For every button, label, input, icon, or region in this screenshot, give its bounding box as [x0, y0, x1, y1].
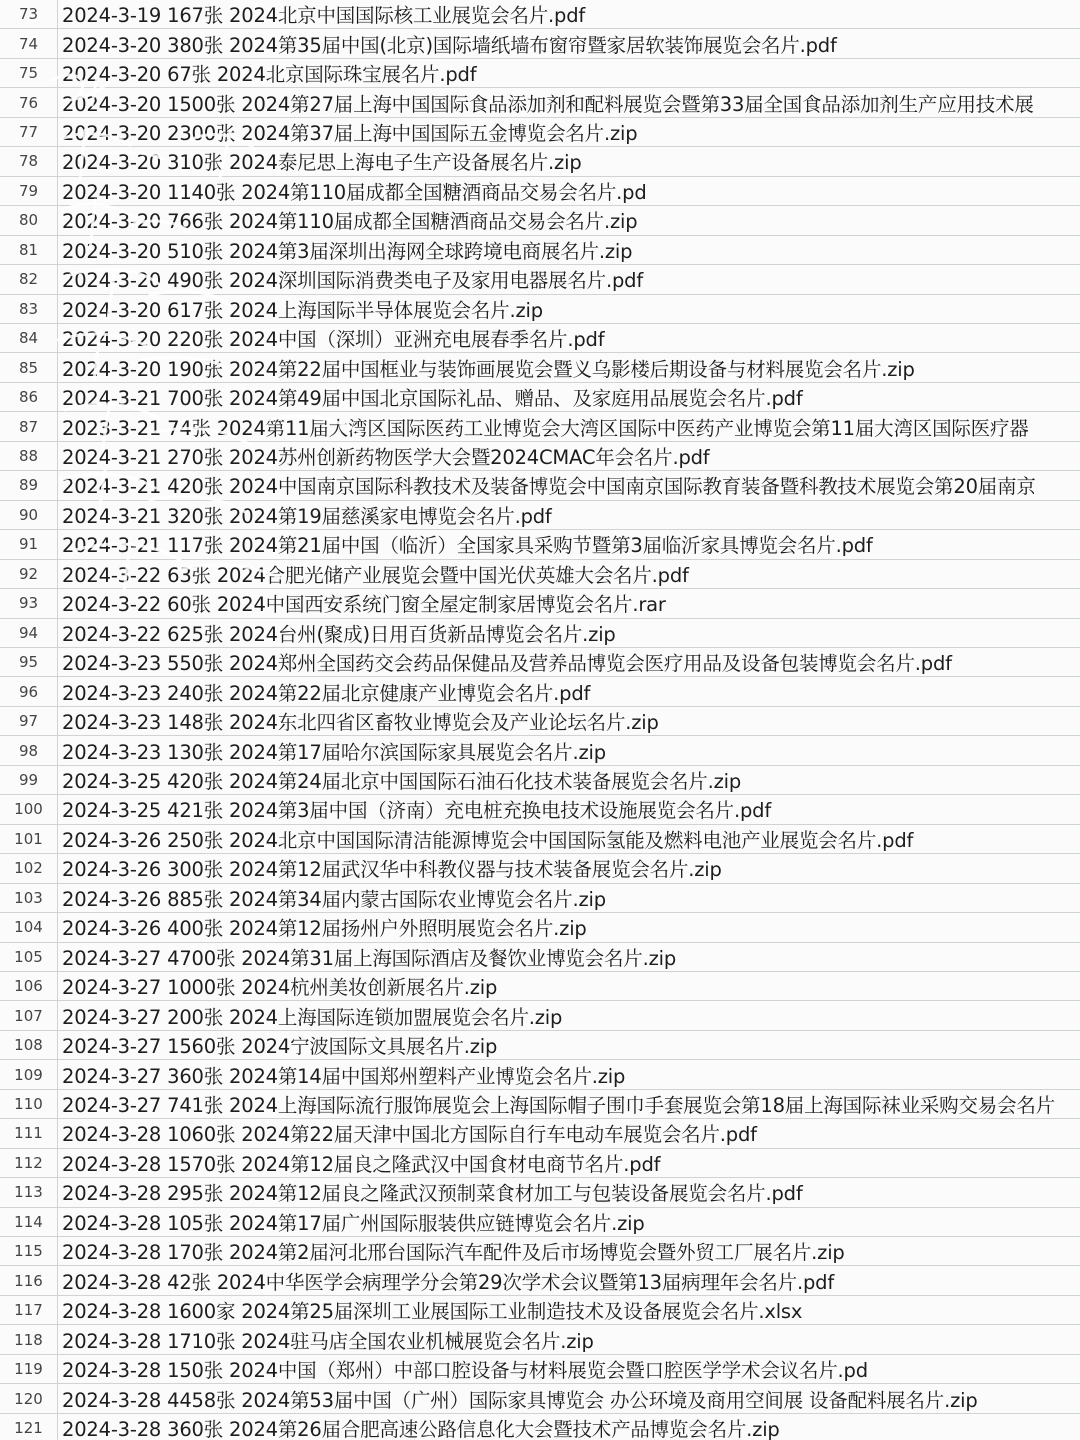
- table-row[interactable]: [0, 795, 1080, 824]
- row-number[interactable]: 95: [0, 648, 58, 676]
- row-number[interactable]: 78: [0, 147, 58, 175]
- cell-a[interactable]: 2024-3-22 63张 2024合肥光储产业展览会暨中国光伏英雄大会名片.pdf: [62, 563, 689, 587]
- row-number[interactable]: 106: [0, 972, 58, 1000]
- table-row[interactable]: [0, 1325, 1080, 1354]
- row-number[interactable]: 121: [0, 1414, 58, 1440]
- row-number[interactable]: 89: [0, 471, 58, 499]
- cell-a[interactable]: 2024-3-27 360张 2024第14届中国郑州塑料产业博览会名片.zip: [62, 1064, 626, 1088]
- row-number[interactable]: 79: [0, 177, 58, 205]
- table-row[interactable]: [0, 1178, 1080, 1207]
- cell-a[interactable]: 2024-3-26 300张 2024第12届武汉华中科教仪器与技术装备展览会名片.zip: [62, 858, 722, 882]
- cell-a[interactable]: 2024-3-20 1140张 2024第110届成都全国糖酒商品交易会名片.pd: [62, 180, 647, 204]
- cell-a[interactable]: 2024-3-28 4458张 2024第53届中国（广州）国际家具博览会 办公环境及商用空间展 设备配料展名片.zip: [62, 1388, 978, 1412]
- table-row[interactable]: [0, 177, 1080, 206]
- row-number[interactable]: 102: [0, 854, 58, 882]
- row-number[interactable]: 112: [0, 1149, 58, 1177]
- cell-a[interactable]: 2024-3-28 42张 2024中华医学会病理学分会第29次学术会议暨第13届病理年会名片.pdf: [62, 1270, 834, 1294]
- cell-a[interactable]: 2024-3-20 220张 2024中国（深圳）亚洲充电展春季名片.pdf: [62, 328, 605, 352]
- row-number[interactable]: 85: [0, 353, 58, 381]
- row-number[interactable]: 90: [0, 501, 58, 529]
- cell-a[interactable]: 2024-3-21 117张 2024第21届中国（临沂）全国家具采购节暨第3届临沂家具博览会名片.pdf: [62, 534, 873, 558]
- table-row[interactable]: [0, 619, 1080, 648]
- row-number[interactable]: 116: [0, 1266, 58, 1294]
- table-row[interactable]: [0, 589, 1080, 618]
- table-row[interactable]: [0, 383, 1080, 412]
- table-row[interactable]: [0, 118, 1080, 147]
- row-number[interactable]: 105: [0, 943, 58, 971]
- table-row[interactable]: [0, 471, 1080, 500]
- row-number[interactable]: 98: [0, 736, 58, 764]
- row-number[interactable]: 91: [0, 530, 58, 558]
- row-number[interactable]: 83: [0, 295, 58, 323]
- cell-a[interactable]: 2024-3-19 167张 2024北京中国国际核工业展览会名片.pdf: [62, 4, 586, 28]
- table-row[interactable]: [0, 884, 1080, 913]
- row-number[interactable]: 107: [0, 1001, 58, 1029]
- cell-a[interactable]: 2024-3-26 400张 2024第12届扬州户外照明展览会名片.zip: [62, 917, 587, 941]
- cell-a[interactable]: 2024-3-23 240张 2024第22届北京健康产业博览会名片.pdf: [62, 681, 591, 705]
- table-row[interactable]: [0, 1414, 1080, 1440]
- cell-a[interactable]: 2024-3-22 60张 2024中国西安系统门窗全屋定制家居博览会名片.rar: [62, 593, 666, 617]
- row-number[interactable]: 110: [0, 1090, 58, 1118]
- cell-a[interactable]: 2024-3-23 550张 2024郑州全国药交会药品保健品及营养品博览会医疗用品及设备包装博览会名片.pdf: [62, 652, 952, 676]
- row-number[interactable]: 103: [0, 884, 58, 912]
- row-number[interactable]: 120: [0, 1384, 58, 1412]
- cell-a[interactable]: 2024-3-28 105张 2024第17届广州国际服装供应链博览会名片.zip: [62, 1211, 645, 1235]
- table-row[interactable]: [0, 1296, 1080, 1325]
- cell-a[interactable]: 2024-3-25 421张 2024第3届中国（济南）充电桩充换电技术设施展览会名片.pdf: [62, 799, 771, 823]
- cell-a[interactable]: 2024-3-28 360张 2024第26届合肥高速公路信息化大会暨技术产品博览会名片.zip: [62, 1417, 780, 1440]
- cell-a[interactable]: 2024-3-27 1000张 2024杭州美妆创新展名片.zip: [62, 976, 498, 1000]
- table-row[interactable]: [0, 1208, 1080, 1237]
- table-row[interactable]: [0, 1090, 1080, 1119]
- table-row[interactable]: [0, 972, 1080, 1001]
- cell-a[interactable]: 2024-3-20 490张 2024深圳国际消费类电子及家用电器展名片.pdf: [62, 269, 643, 293]
- cell-a[interactable]: 2024-3-21 420张 2024中国南京国际科教技术及装备博览会中国南京国际教育装备暨科教技术展览会第20届南京: [62, 475, 1036, 499]
- row-number[interactable]: 77: [0, 118, 58, 146]
- table-row[interactable]: [0, 560, 1080, 589]
- row-number[interactable]: 81: [0, 236, 58, 264]
- cell-a[interactable]: 2024-3-28 295张 2024第12届良之隆武汉预制菜食材加工与包装设备展览会名片.pdf: [62, 1182, 803, 1206]
- row-number[interactable]: 115: [0, 1237, 58, 1265]
- table-row[interactable]: [0, 913, 1080, 942]
- cell-a[interactable]: 2024-3-27 4700张 2024第31届上海国际酒店及餐饮业博览会名片.zip: [62, 946, 677, 970]
- row-number[interactable]: 100: [0, 795, 58, 823]
- row-number[interactable]: 97: [0, 707, 58, 735]
- cell-a[interactable]: 2024-3-27 741张 2024上海国际流行服饰展览会上海国际帽子围巾手套展览会第18届上海国际袜业采购交易会名片: [62, 1093, 1055, 1117]
- row-number[interactable]: 93: [0, 589, 58, 617]
- table-row[interactable]: [0, 1266, 1080, 1295]
- cell-a[interactable]: 2024-3-20 1500张 2024第27届上海中国国际食品添加剂和配料展览会暨第33届全国食品添加剂生产应用技术展: [62, 92, 1034, 116]
- row-number[interactable]: 111: [0, 1119, 58, 1147]
- table-row[interactable]: [0, 295, 1080, 324]
- cell-a[interactable]: 2024-3-20 617张 2024上海国际半导体展览会名片.zip: [62, 298, 543, 322]
- row-number[interactable]: 94: [0, 619, 58, 647]
- table-row[interactable]: [0, 1119, 1080, 1148]
- table-row[interactable]: [0, 147, 1080, 176]
- row-number[interactable]: 73: [0, 0, 58, 28]
- table-row[interactable]: [0, 265, 1080, 294]
- table-row[interactable]: [0, 854, 1080, 883]
- table-row[interactable]: [0, 766, 1080, 795]
- table-row[interactable]: [0, 1060, 1080, 1089]
- table-row[interactable]: [0, 1001, 1080, 1030]
- cell-a[interactable]: 2024-3-28 170张 2024第2届河北邢台国际汽车配件及后市场博览会暨外贸工厂展名片.zip: [62, 1241, 845, 1265]
- row-number[interactable]: 104: [0, 913, 58, 941]
- table-row[interactable]: [0, 353, 1080, 382]
- table-row[interactable]: [0, 943, 1080, 972]
- cell-a[interactable]: 2024-3-28 1600家 2024第25届深圳工业展国际工业制造技术及设备展览会名片.xlsx: [62, 1300, 803, 1324]
- cell-a[interactable]: 2024-3-26 250张 2024北京中国国际清洁能源博览会中国国际氢能及燃料电池产业展览会名片.pdf: [62, 828, 914, 852]
- row-number[interactable]: 75: [0, 59, 58, 87]
- cell-a[interactable]: 2024-3-21 320张 2024第19届慈溪家电博览会名片.pdf: [62, 504, 552, 528]
- table-row[interactable]: [0, 236, 1080, 265]
- row-number[interactable]: 99: [0, 766, 58, 794]
- row-number[interactable]: 80: [0, 206, 58, 234]
- cell-a[interactable]: 2024-3-23 148张 2024东北四省区畜牧业博览会及产业论坛名片.zip: [62, 711, 659, 735]
- row-number[interactable]: 109: [0, 1060, 58, 1088]
- row-number[interactable]: 88: [0, 442, 58, 470]
- table-row[interactable]: [0, 29, 1080, 58]
- row-number[interactable]: 117: [0, 1296, 58, 1324]
- row-number[interactable]: 118: [0, 1325, 58, 1353]
- cell-a[interactable]: 2024-3-21 700张 2024第49届中国北京国际礼品、赠品、及家庭用品展览会名片.pdf: [62, 387, 803, 411]
- cell-a[interactable]: 2024-3-20 766张 2024第110届成都全国糖酒商品交易会名片.zip: [62, 210, 638, 234]
- row-number[interactable]: 96: [0, 677, 58, 705]
- cell-a[interactable]: 2024-3-28 1570张 2024第12届良之隆武汉中国食材电商节名片.pdf: [62, 1152, 661, 1176]
- table-row[interactable]: [0, 1237, 1080, 1266]
- cell-a[interactable]: 2023-3-21 74张 2024第11届大湾区国际医药工业博览会大湾区国际中医药产业博览会第11届大湾区国际医疗器: [62, 416, 1029, 440]
- row-number[interactable]: 92: [0, 560, 58, 588]
- table-row[interactable]: [0, 736, 1080, 765]
- table-row[interactable]: [0, 442, 1080, 471]
- cell-a[interactable]: 2024-3-20 190张 2024第22届中国框业与装饰画展览会暨义乌影楼后期设备与材料展览会名片.zip: [62, 357, 915, 381]
- table-row[interactable]: [0, 1031, 1080, 1060]
- table-row[interactable]: [0, 88, 1080, 117]
- table-row[interactable]: [0, 412, 1080, 441]
- cell-a[interactable]: 2024-3-23 130张 2024第17届哈尔滨国际家具展览会名片.zip: [62, 740, 606, 764]
- cell-a[interactable]: 2024-3-28 1710张 2024驻马店全国农业机械展览会名片.zip: [62, 1329, 594, 1353]
- table-row[interactable]: [0, 677, 1080, 706]
- cell-a[interactable]: 2024-3-20 510张 2024第3届深圳出海网全球跨境电商展名片.zip: [62, 239, 633, 263]
- row-number[interactable]: 76: [0, 88, 58, 116]
- table-row[interactable]: [0, 324, 1080, 353]
- row-number[interactable]: 113: [0, 1178, 58, 1206]
- cell-a[interactable]: 2024-3-26 885张 2024第34届内蒙古国际农业博览会名片.zip: [62, 887, 606, 911]
- cell-a[interactable]: 2024-3-28 1060张 2024第22届天津中国北方国际自行车电动车展览会名片.pdf: [62, 1123, 757, 1147]
- table-row[interactable]: [0, 1384, 1080, 1413]
- cell-a[interactable]: 2024-3-20 2300张 2024第37届上海中国国际五金博览会名片.zip: [62, 122, 638, 146]
- table-row[interactable]: [0, 648, 1080, 677]
- cell-a[interactable]: 2024-3-28 150张 2024中国（郑州）中部口腔设备与材料展览会暨口腔医学学术会议名片.pd: [62, 1359, 868, 1383]
- cell-a[interactable]: 2024-3-27 1560张 2024宁波国际文具展名片.zip: [62, 1035, 498, 1059]
- table-row[interactable]: [0, 501, 1080, 530]
- cell-a[interactable]: 2024-3-22 625张 2024台州(聚成)日用百货新品博览会名片.zip: [62, 622, 616, 646]
- table-row[interactable]: [0, 0, 1080, 29]
- row-number[interactable]: 84: [0, 324, 58, 352]
- cell-a[interactable]: 2024-3-20 310张 2024泰尼思上海电子生产设备展名片.zip: [62, 151, 582, 175]
- row-number[interactable]: 82: [0, 265, 58, 293]
- cell-a[interactable]: 2024-3-25 420张 2024第24届北京中国国际石油石化技术装备展览会名片.zip: [62, 770, 742, 793]
- cell-a[interactable]: 2024-3-20 67张 2024北京国际珠宝展名片.pdf: [62, 63, 477, 87]
- row-number[interactable]: 119: [0, 1355, 58, 1383]
- table-row[interactable]: [0, 206, 1080, 235]
- table-row[interactable]: [0, 707, 1080, 736]
- cell-a[interactable]: 2024-3-20 380张 2024第35届中国(北京)国际墙纸墙布窗帘暨家居软装饰展览会名片.pdf: [62, 33, 837, 57]
- cell-a[interactable]: 2024-3-21 270张 2024苏州创新药物医学大会暨2024CMAC年会名片.pdf: [62, 446, 710, 470]
- row-number[interactable]: 74: [0, 29, 58, 57]
- table-row[interactable]: [0, 1355, 1080, 1384]
- table-row[interactable]: [0, 530, 1080, 559]
- row-number[interactable]: 87: [0, 412, 58, 440]
- table-row[interactable]: [0, 825, 1080, 854]
- cell-a[interactable]: 2024-3-27 200张 2024上海国际连锁加盟展览会名片.zip: [62, 1005, 563, 1029]
- row-number[interactable]: 114: [0, 1208, 58, 1236]
- row-number[interactable]: 101: [0, 825, 58, 853]
- table-row[interactable]: [0, 1149, 1080, 1178]
- row-number[interactable]: 86: [0, 383, 58, 411]
- table-row[interactable]: [0, 59, 1080, 88]
- row-number[interactable]: 108: [0, 1031, 58, 1059]
